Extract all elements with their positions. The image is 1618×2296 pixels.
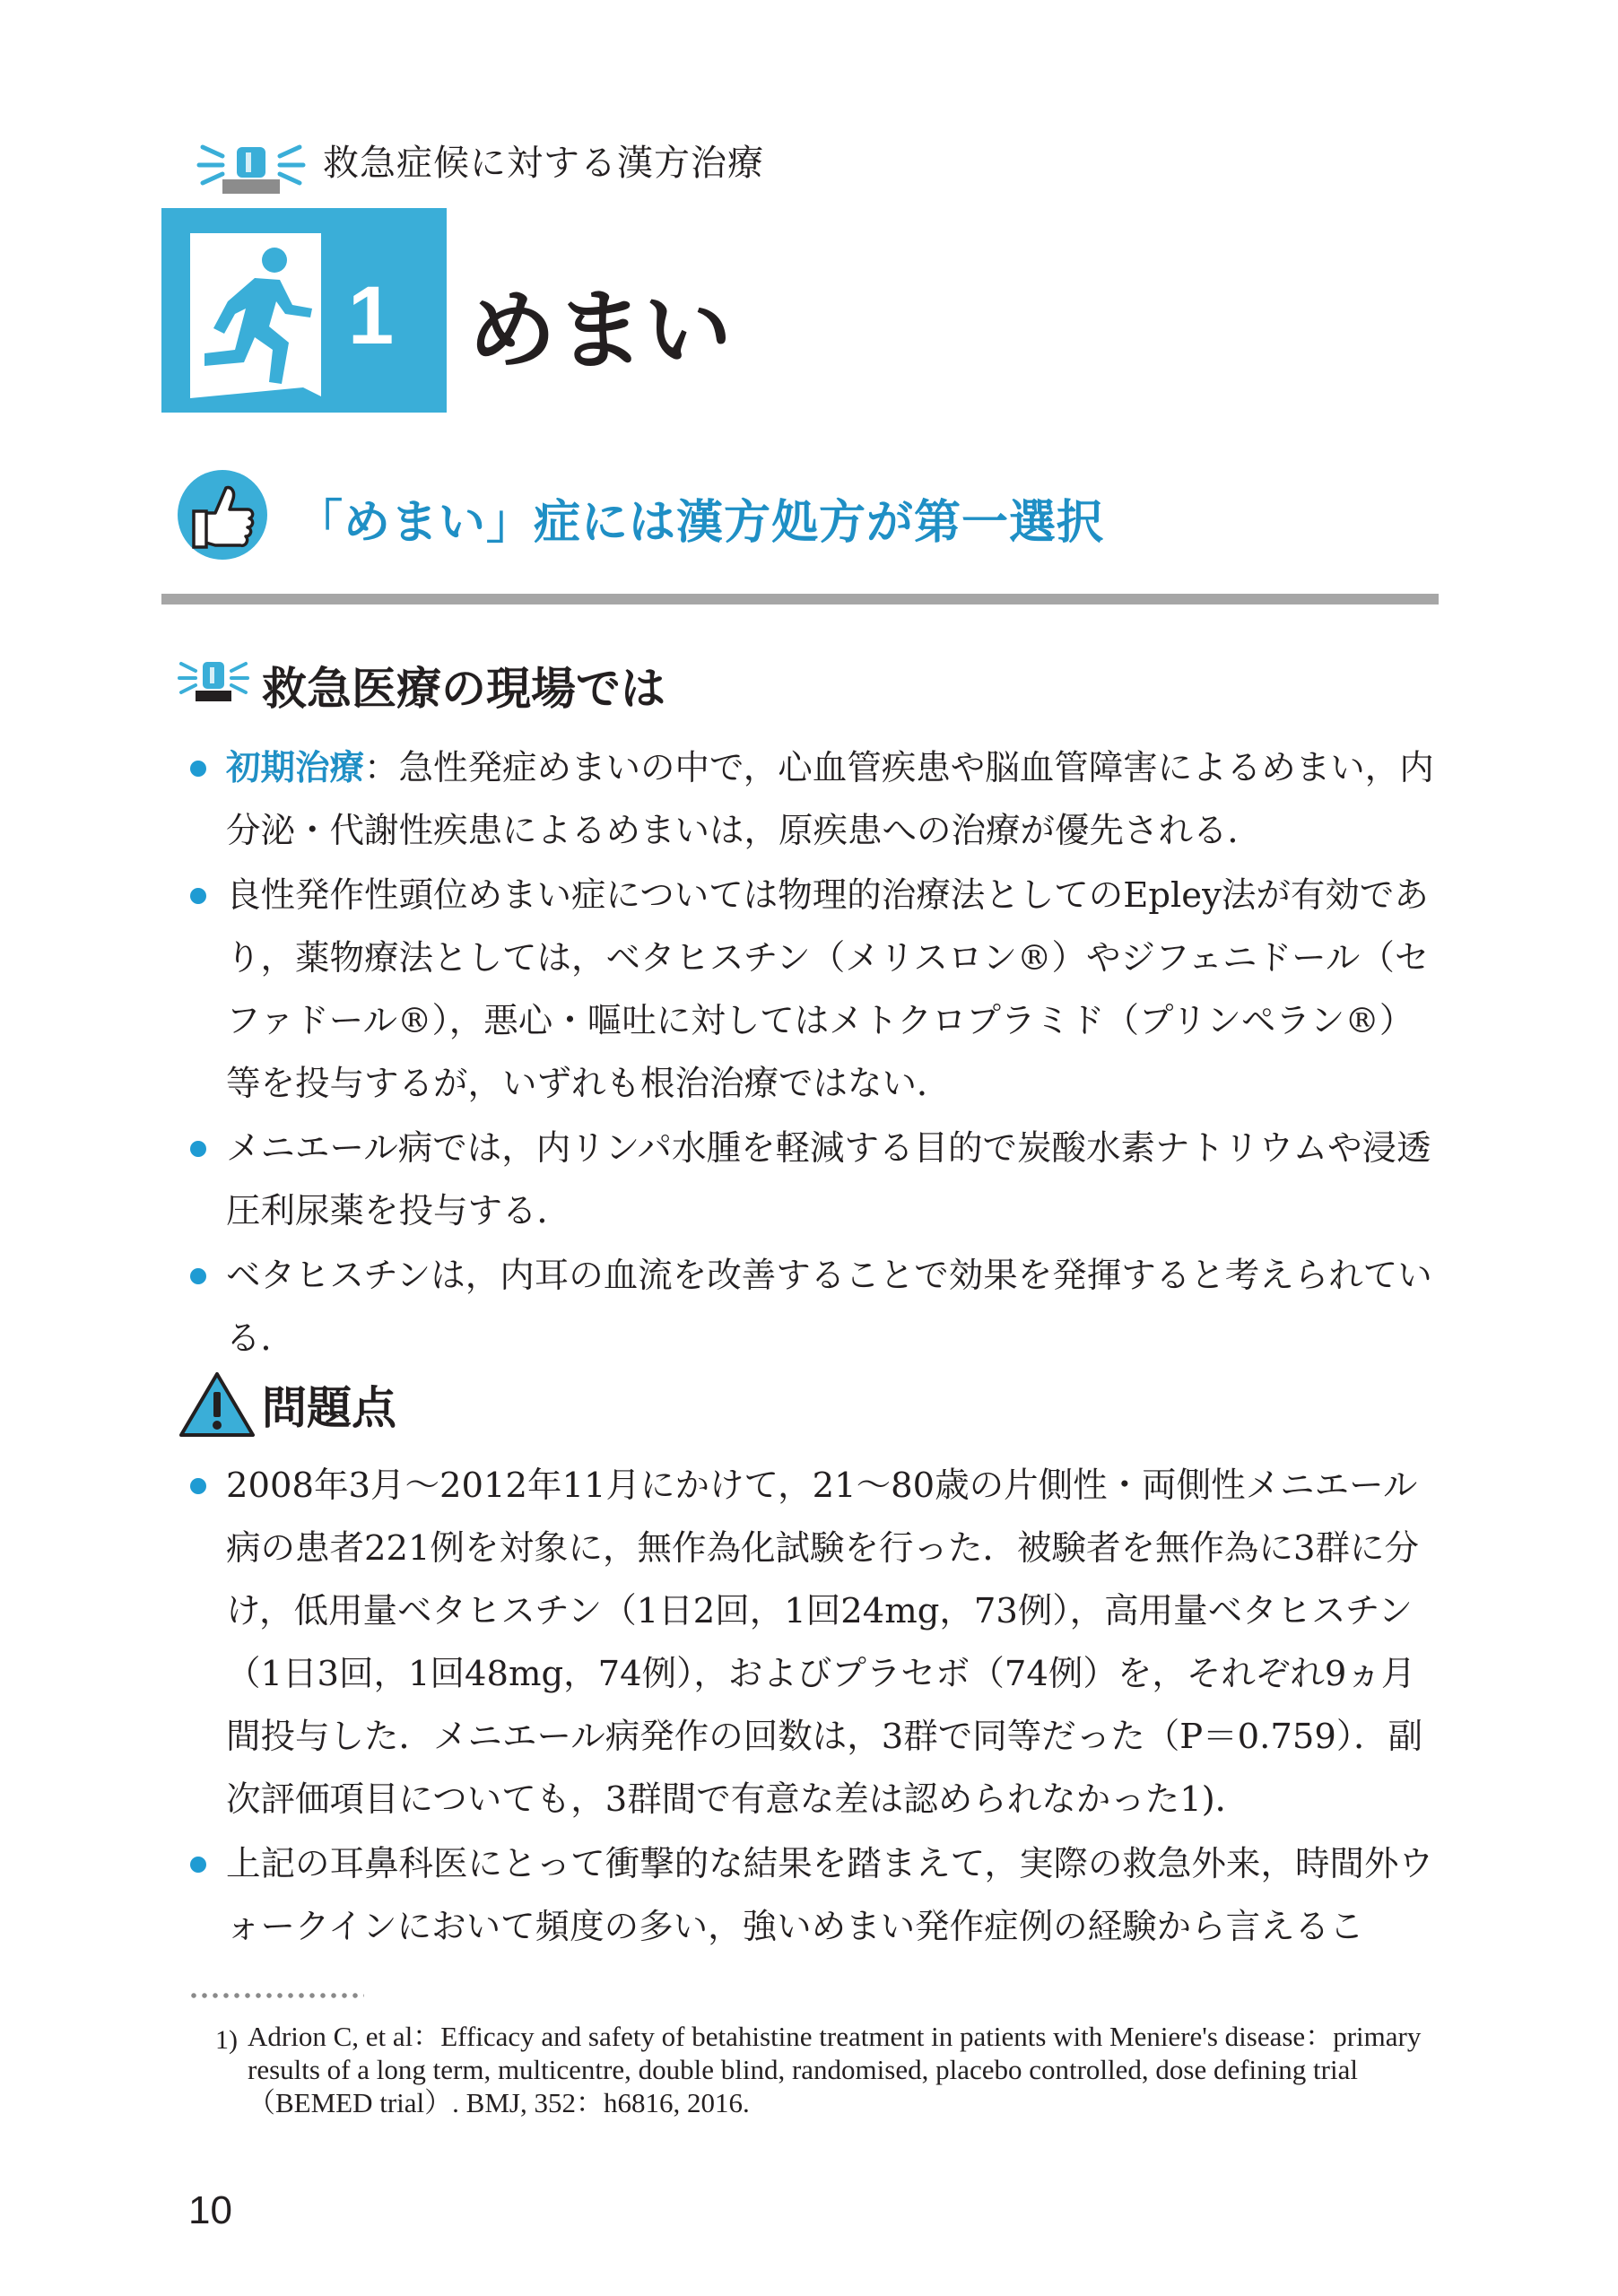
bullet-icon: [190, 1268, 206, 1284]
section2-list: [183, 1455, 1439, 1959]
item-text: ベタヒスチンは，内耳の血流を改善することで効果を発揮すると考えられている．: [226, 1256, 1432, 1359]
section-title: 問題点: [262, 1382, 396, 1434]
footnote-marker: 1): [215, 2025, 238, 2055]
list-item: [183, 737, 1439, 863]
item-text: メニエール病では，内リンパ水腫を軽減する目的で炭酸水素ナトリウムや浸透圧利尿薬を投与する．: [226, 1128, 1431, 1231]
item-text: 良性発作性頭位めまい症については物理的治療法としてのEpley法が有効であり，薬物療法としては，ベタヒスチン（メリスロン®）やジフェニドール（セファドール®），悪心・嘔吐に対してはメトクロプラミド（プリンペラン®）等を投与するが，いずれも根治治療ではない．: [226, 875, 1430, 1104]
bullet-icon: [190, 761, 206, 777]
chapter-number: 1: [348, 270, 395, 361]
list-item: [183, 1455, 1439, 1831]
list-item: [183, 1245, 1439, 1370]
bullet-icon: [190, 888, 206, 904]
emergency-exit-icon: [169, 208, 339, 413]
bullet-icon: [190, 1857, 206, 1873]
list-item: [183, 1833, 1439, 1959]
section-title: 救急医療の現場では: [262, 663, 665, 715]
bullet-icon: [190, 1478, 206, 1494]
footnote-separator: [188, 1993, 364, 1998]
bullet-icon: [190, 1141, 206, 1157]
footnote-text: Adrion C, et al：Efficacy and safety of betahistine treatment in patients with Meniere's disease：primary results of a long term, multicentre, double blind, randomised, placebo controlled, dose defining trial（BEMED trial）. BMJ, 352：h6816, 2016.: [248, 2021, 1422, 2118]
list-item: [183, 1118, 1439, 1243]
siren-icon: [196, 135, 307, 206]
running-header: 救急症候に対する漢方治療: [323, 143, 764, 184]
divider: [161, 594, 1439, 604]
warning-icon: [178, 1370, 257, 1439]
siren-icon: [178, 657, 249, 710]
subheading: 「めまい」症には漢方処方が第一選択: [296, 496, 1105, 550]
item-text: 上記の耳鼻科医にとって衝撃的な結果を踏まえて，実際の救急外来，時間外ウォークインにおいて頻度の多い，強いめまい発作症例の経験から言えるこ: [226, 1844, 1433, 1947]
item-text: ：急性発症めまいの中で，心血管疾患や脳血管障害によるめまい，内分泌・代謝性疾患によるめまいは，原疾患への治療が優先される．: [226, 748, 1434, 851]
thumbs-up-icon: [176, 468, 269, 561]
section1-list: [183, 737, 1439, 1370]
keyword: 初期治療: [226, 748, 365, 788]
item-text: 2008年3月～2012年11月にかけて，21～80歳の片側性・両側性メニエール病の患者221例を対象に，無作為化試験を行った．被験者を無作為に3群に分け，低用量ベタヒスチン（1日2回，1回24mg，73例），高用量ベタヒスチン（1日3回，1回48mg，74例），およびプラセボ（74例）を，それぞれ9ヵ月間投与した．メニエール病発作の回数は，3群で同等だった（P＝0.759）．副次評価項目についても，3群間で有意な差は認められなかった1)．: [226, 1465, 1423, 1820]
chapter-title: めまい: [468, 280, 733, 382]
list-item: [183, 865, 1439, 1116]
page-number: 10: [188, 2188, 232, 2232]
chapter-badge: [161, 208, 447, 413]
